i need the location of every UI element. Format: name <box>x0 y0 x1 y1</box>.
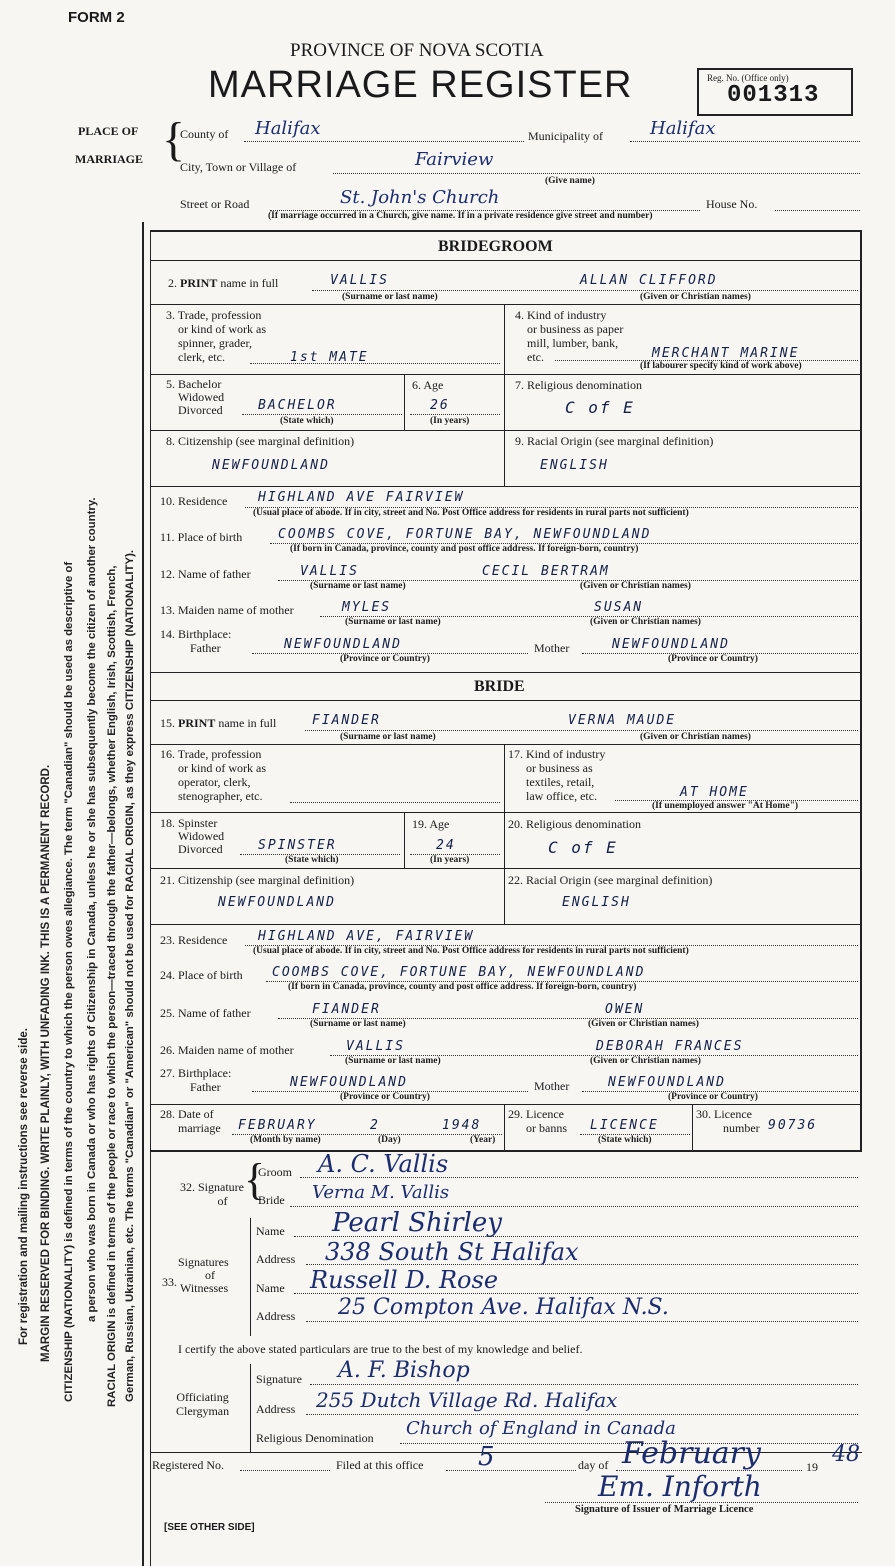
groom-given: ALLAN CLIFFORD <box>580 273 718 288</box>
groom-signature-label: Groom <box>258 1165 292 1179</box>
print-word: PRINT <box>180 276 218 290</box>
bride-age-caption: (In years) <box>430 855 470 865</box>
groom-father-surname-caption: (Surname or last name) <box>310 581 406 591</box>
reg-number-box <box>697 68 853 116</box>
groom-father-surname: VALLIS <box>300 564 359 579</box>
city-value: Fairview <box>415 149 494 170</box>
bride-father-given: OWEN <box>605 1002 645 1017</box>
groom-father-label: 12. Name of father <box>160 567 251 581</box>
place-brace: { <box>162 113 186 166</box>
groom-racial-label: 9. Racial Origin (see marginal definition) <box>515 434 714 448</box>
signature-of-label: 32. Signature of <box>180 1180 244 1208</box>
bride-racial: ENGLISH <box>562 895 631 910</box>
bride-mother-surname: VALLIS <box>346 1039 405 1054</box>
licence-number-label: 30. Licence number <box>696 1107 760 1135</box>
filed-year: 48 <box>832 1442 860 1467</box>
margin-line-6: German, Russian, Ukrainian, etc. The terms "Canadian" or "American" should not be used for RACIAL ORIGIN, as they express CITIZENSHIP (NATIONALITY). <box>124 549 136 1402</box>
clergy-religion: Church of England in Canada <box>406 1418 676 1439</box>
bride-mother-surname-caption: (Surname or last name) <box>345 1056 441 1066</box>
groom-mother-birthplace: NEWFOUNDLAND <box>612 637 730 652</box>
clergy-religion-label: Religious Denomination <box>256 1431 374 1445</box>
groom-birthplace-label: 11. Place of birth <box>160 530 243 544</box>
signature-brace: { <box>244 1155 266 1204</box>
marriage-label: MARRIAGE <box>75 152 143 166</box>
groom-birthplace: COOMBS COVE, FORTUNE BAY, NEWFOUNDLAND <box>278 527 652 542</box>
page-title: MARRIAGE REGISTER <box>208 64 633 106</box>
licence-label: 29. Licence or banns <box>508 1107 567 1135</box>
bride-heading: BRIDE <box>474 678 525 695</box>
marriage-day: 2 <box>370 1118 380 1133</box>
province-heading: PROVINCE OF NOVA SCOTIA <box>290 40 544 61</box>
groom-born-caption: (If born in Canada, province, county and post office address. If foreign-born, country) <box>290 544 639 554</box>
witness1-name: Pearl Shirley <box>332 1208 502 1238</box>
groom-age-caption: (In years) <box>430 416 470 426</box>
groom-mother-given-caption: (Given or Christian names) <box>590 617 701 627</box>
groom-mother-surname-caption: (Surname or last name) <box>345 617 441 627</box>
see-other-side: [SEE OTHER SIDE] <box>164 1522 255 1533</box>
county-value: Halifax <box>255 118 321 139</box>
bride-father-label: 25. Name of father <box>160 1006 251 1020</box>
bride-residence: HIGHLAND AVE, FAIRVIEW <box>258 929 475 944</box>
margin-line-1: For registration and mailing instructions see reverse side. <box>18 1028 30 1345</box>
give-name-note: (Give name) <box>545 176 595 186</box>
clergy-signature: A. F. Bishop <box>338 1358 470 1383</box>
groom-status: BACHELOR <box>258 398 337 413</box>
licence-number: 90736 <box>768 1118 818 1133</box>
groom-labourer-caption: (If labourer specify kind of work above) <box>640 361 802 371</box>
street-value: St. John's Church <box>340 187 500 208</box>
groom-racial: ENGLISH <box>540 458 609 473</box>
marriage-day-caption: (Day) <box>378 1135 401 1145</box>
groom-religion-label: 7. Religious denomination <box>515 378 642 392</box>
bride-religion: C of E <box>548 838 618 857</box>
bride-surname: FIANDER <box>312 713 381 728</box>
year-prefix: 19 <box>806 1460 818 1474</box>
bride-given: VERNA MAUDE <box>568 713 677 728</box>
bride-father-surname-caption: (Surname or last name) <box>310 1019 406 1029</box>
clergy-address-label: Address <box>256 1402 296 1416</box>
witness2-address: 25 Compton Ave. Halifax N.S. <box>338 1295 669 1320</box>
issuer-signature: Em. Inforth <box>598 1470 762 1503</box>
reg-number-label: Reg. No. (Office only) <box>707 73 789 83</box>
licence-type: LICENCE <box>590 1118 659 1133</box>
municipality-label: Municipality of <box>528 129 603 143</box>
bridegroom-heading: BRIDEGROOM <box>438 238 553 255</box>
bride-signature: Verna M. Vallis <box>312 1182 450 1203</box>
form-number: FORM 2 <box>68 9 125 26</box>
day-of-label: day of <box>578 1458 609 1472</box>
groom-surname: VALLIS <box>330 273 389 288</box>
groom-father-given-caption: (Given or Christian names) <box>580 581 691 591</box>
groom-residence-label: 10. Residence <box>160 494 228 508</box>
margin-line-4: a person who was born in Canada or who has rights of Citizenship in Canada, unless he or she has subsequently become the citizen of another country. <box>86 497 98 1322</box>
groom-abode-caption: (Usual place of abode. If in city, street and No. Post Office address for residents in rural parts not sufficient) <box>253 508 689 518</box>
groom-father-birthplace: NEWFOUNDLAND <box>284 637 402 652</box>
groom-trade-label: 3. Trade, profession or kind of work as spinner, grader, clerk, etc. <box>166 308 266 364</box>
bride-age: 24 <box>436 838 456 853</box>
groom-age: 26 <box>430 398 450 413</box>
bride-industry-label: 17. Kind of industry or business as textiles, retail, law office, etc. <box>508 747 606 803</box>
bride-religion-label: 20. Religious denomination <box>508 817 641 831</box>
groom-mother-given: SUSAN <box>594 600 644 615</box>
groom-status-caption: (State which) <box>280 416 334 426</box>
issuer-caption: Signature of Issuer of Marriage Licence <box>575 1504 754 1515</box>
bride-mother-birthplace: NEWFOUNDLAND <box>608 1075 726 1090</box>
groom-mother-label: 13. Maiden name of mother <box>160 603 294 617</box>
groom-trade: 1st MATE <box>290 350 369 365</box>
bride-father-surname: FIANDER <box>312 1002 381 1017</box>
bride-racial-label: 22. Racial Origin (see marginal definition) <box>508 873 713 887</box>
registered-label: Registered No. <box>152 1458 224 1472</box>
bride-father-birthplace-caption: (Province or Country) <box>340 1092 430 1102</box>
bride-signature-label: Bride <box>258 1193 285 1207</box>
bride-father-birthplace: NEWFOUNDLAND <box>290 1075 408 1090</box>
groom-name-label: 2. PRINT name in full <box>168 276 279 290</box>
bride-residence-label: 23. Residence <box>160 933 228 947</box>
city-label: City, Town or Village of <box>180 160 297 174</box>
bride-citizenship: NEWFOUNDLAND <box>218 895 336 910</box>
bride-birthplace: COOMBS COVE, FORTUNE BAY, NEWFOUNDLAND <box>272 965 646 980</box>
bride-given-caption: (Given or Christian names) <box>640 732 751 742</box>
groom-industry: MERCHANT MARINE <box>652 346 800 361</box>
marriage-month: FEBRUARY <box>238 1118 317 1133</box>
groom-mother-birthplace-caption: (Province or Country) <box>668 654 758 664</box>
witness1-address-label: Address <box>256 1252 296 1266</box>
groom-father-given: CECIL BERTRAM <box>482 564 610 579</box>
bride-industry: AT HOME <box>680 785 749 800</box>
street-label: Street or Road <box>180 197 250 211</box>
groom-age-label: 6. Age <box>412 378 444 392</box>
reg-number: 001313 <box>727 82 820 109</box>
margin-line-2: MARGIN RESERVED FOR BINDING. WRITE PLAINLY, WITH UNFADING INK. THIS IS A PERMANENT RECORD. <box>40 764 52 1362</box>
bride-mother-label: 26. Maiden name of mother <box>160 1043 294 1057</box>
margin-line-5: RACIAL ORIGIN is defined in terms of the people or race to which the person—traced through the father—belongs, whether English, Irish, Scottish, French, <box>106 565 118 1407</box>
place-label: PLACE OF <box>78 124 139 138</box>
licence-type-caption: (State which) <box>598 1135 652 1145</box>
bride-birthplace-label: 24. Place of birth <box>160 968 243 982</box>
marriage-year: 1948 <box>442 1118 482 1133</box>
bride-status-caption: (State which) <box>285 855 339 865</box>
bride-mother-birthplace-label: Mother <box>534 1079 570 1093</box>
bride-trade-label: 16. Trade, profession or kind of work as operator, clerk, stenographer, etc. <box>160 747 266 803</box>
bride-name-label: 15. PRINT name in full <box>160 716 277 730</box>
witness1-name-label: Name <box>256 1224 285 1238</box>
groom-surname-caption: (Surname or last name) <box>342 292 438 302</box>
marriage-month-caption: (Month by name) <box>250 1135 321 1145</box>
groom-status-label: 5. Bachelor Widowed Divorced <box>166 377 225 417</box>
witness2-name-label: Name <box>256 1281 285 1295</box>
certify-statement: I certify the above stated particulars are true to the best of my knowledge and belief. <box>178 1342 583 1356</box>
filed-label: Filed at this office <box>336 1458 424 1472</box>
county-label: County of <box>180 127 229 141</box>
bride-father-given-caption: (Given or Christian names) <box>588 1019 699 1029</box>
bride-birthplace-parents-label: 27. Birthplace: Father <box>160 1066 232 1094</box>
groom-religion: C of E <box>565 398 635 417</box>
groom-industry-label: 4. Kind of industry or business as paper mill, lumber, bank, etc. <box>515 308 624 364</box>
groom-citizenship: NEWFOUNDLAND <box>212 458 330 473</box>
municipality-value: Halifax <box>650 118 716 139</box>
name-in-full: name in full <box>220 276 279 290</box>
bride-mother-given: DEBORAH FRANCES <box>596 1039 744 1054</box>
house-label: House No. <box>706 197 758 211</box>
witness2-address-label: Address <box>256 1309 296 1323</box>
bride-surname-caption: (Surname or last name) <box>340 732 436 742</box>
bride-status: SPINSTER <box>258 838 337 853</box>
church-note: (If marriage occurred in a Church, give name. If in a private residence give street and number) <box>268 211 653 221</box>
groom-mother-surname: MYLES <box>342 600 392 615</box>
bride-unemployed-caption: (If unemployed answer "At Home") <box>652 801 799 811</box>
groom-residence: HIGHLAND AVE FAIRVIEW <box>258 490 465 505</box>
bride-age-label: 19. Age <box>412 817 450 831</box>
filed-month: February <box>622 1436 761 1471</box>
groom-given-caption: (Given or Christian names) <box>640 292 751 302</box>
filed-day: 5 <box>478 1442 495 1472</box>
witness2-name: Russell D. Rose <box>310 1266 499 1294</box>
clergy-signature-label: Signature <box>256 1372 302 1386</box>
groom-father-birthplace-caption: (Province or Country) <box>340 654 430 664</box>
witness1-address: 338 South St Halifax <box>325 1238 579 1266</box>
margin-line-3: CITIZENSHIP (NATIONALITY) is defined in terms of the country to which the person owes allegiance. The term "Canadian" should be used as descriptive of <box>63 561 75 1402</box>
bride-citizenship-label: 21. Citizenship (see marginal definition) <box>160 873 355 887</box>
groom-signature: A. C. Vallis <box>318 1150 449 1178</box>
bride-abode-caption: (Usual place of abode. If in city, street and No. Post Office address for residents in rural parts not sufficient) <box>253 946 689 956</box>
marriage-date-label: 28. Date of marriage <box>160 1107 221 1135</box>
marriage-year-caption: (Year) <box>470 1135 496 1145</box>
groom-mother-birthplace-label: Mother <box>534 641 570 655</box>
clergy-address: 255 Dutch Village Rd. Halifax <box>316 1388 618 1412</box>
bride-mother-given-caption: (Given or Christian names) <box>590 1056 701 1066</box>
groom-citizenship-label: 8. Citizenship (see marginal definition) <box>166 434 355 448</box>
groom-birthplace-parents-label: 14. Birthplace: Father <box>160 627 232 655</box>
bride-born-caption: (If born in Canada, province, county and post office address. If foreign-born, country) <box>288 982 637 992</box>
clergy-label: Officiating Clergyman <box>176 1390 230 1418</box>
bride-status-label: 18. Spinster Widowed Divorced <box>160 816 225 856</box>
bride-mother-birthplace-caption: (Province or Country) <box>668 1092 758 1102</box>
